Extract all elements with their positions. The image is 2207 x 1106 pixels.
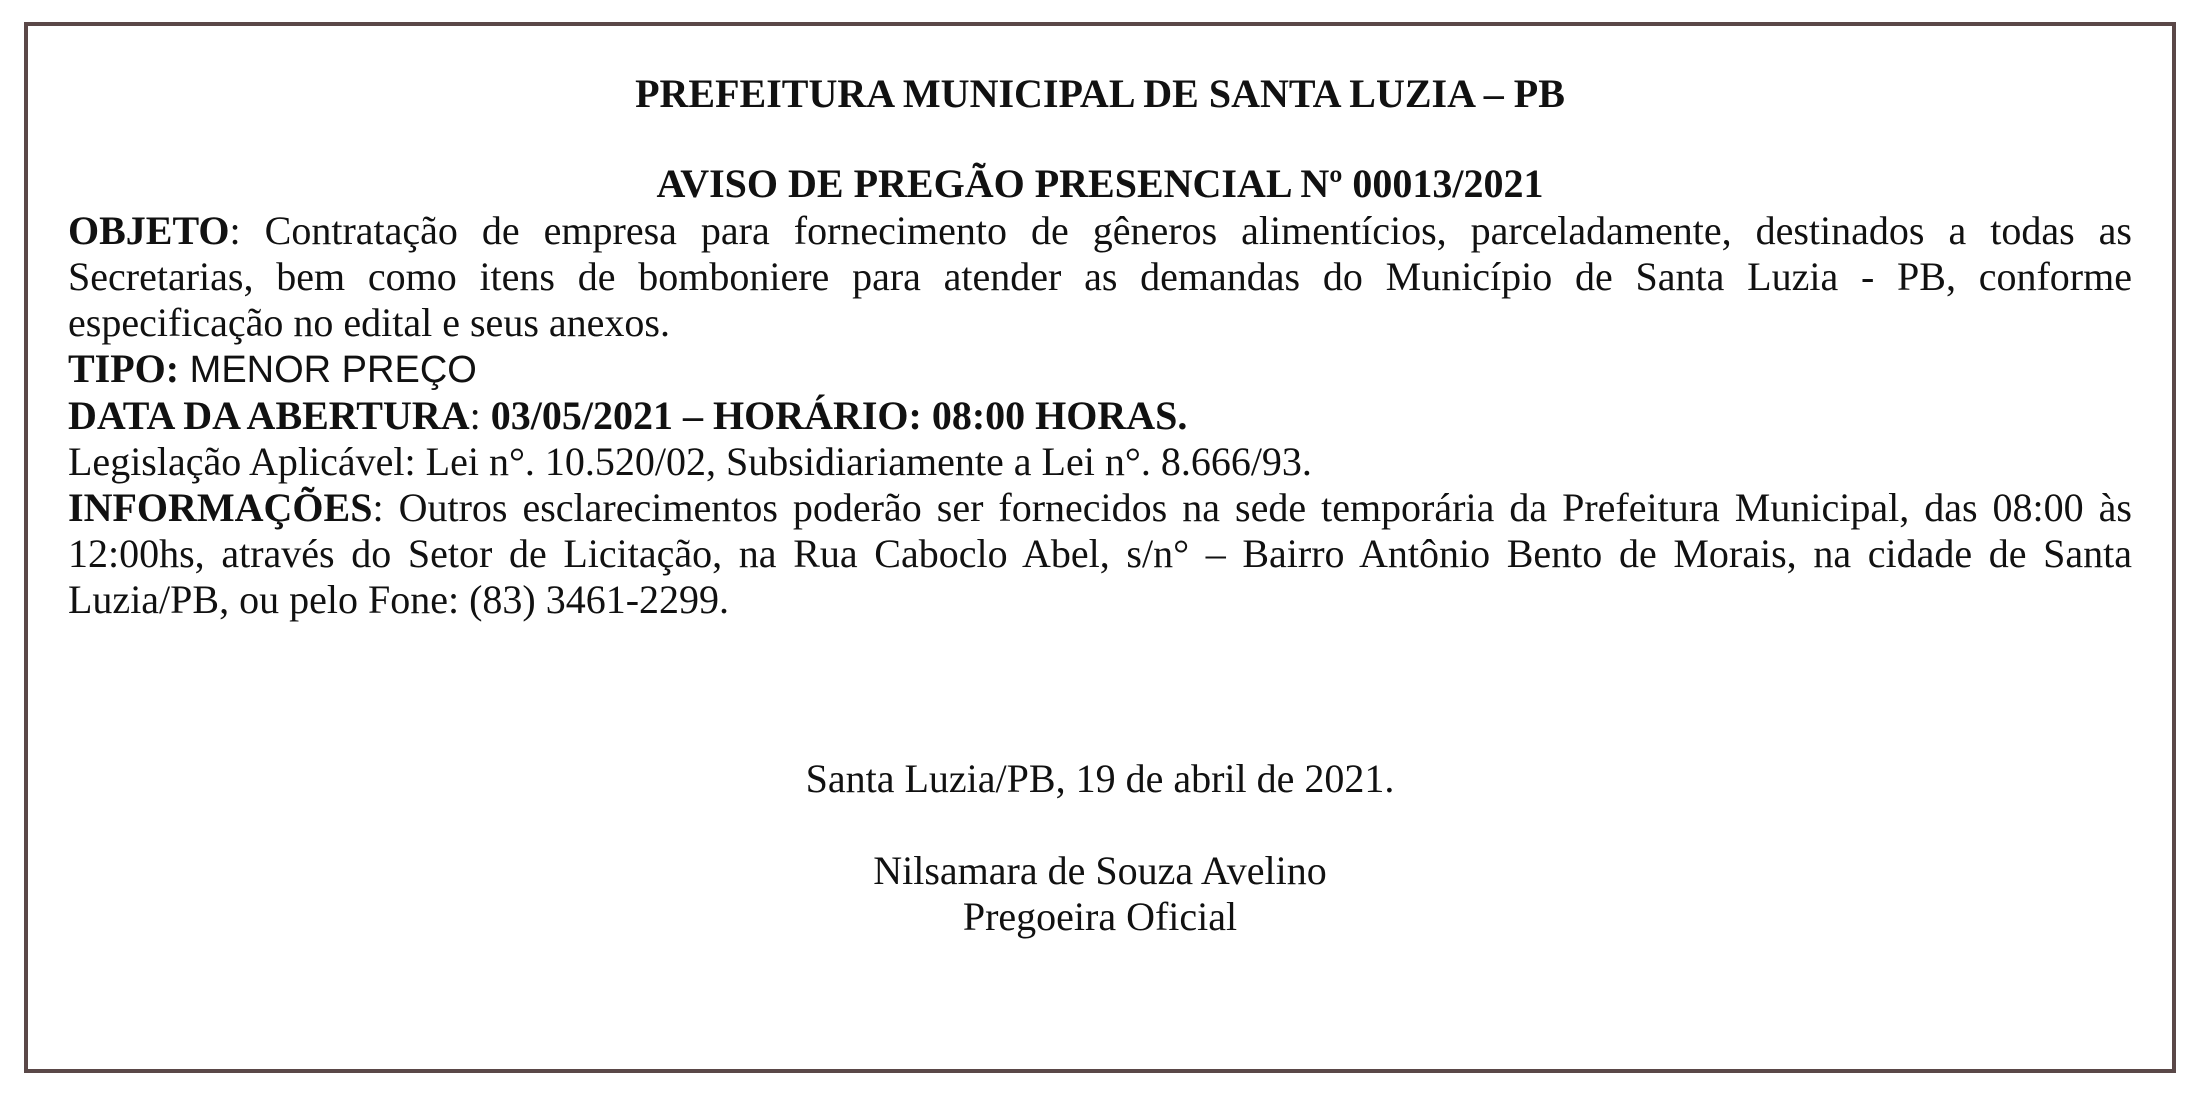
objeto-label: OBJETO <box>68 208 230 253</box>
tipo-line <box>68 346 2132 393</box>
abertura-line <box>68 393 2132 439</box>
notice-title: AVISO DE PREGÃO PRESENCIAL Nº 00013/2021 <box>656 161 1544 206</box>
objeto-paragraph <box>68 208 2132 346</box>
tipo-value: MENOR PREÇO <box>179 349 477 391</box>
document-border <box>24 22 2176 1073</box>
informacoes-text: : Outros esclarecimentos poderão ser fornecidos na sede temporária da Prefeitura Municipal, das 08:00 às 12:00hs, através do Setor de Licitação, na Rua Caboclo Abel, s/n° – Bairro Antônio Bento de Morais, na cidade de Santa Luzia/PB, ou pelo Fone: (83) 3461-2299. <box>68 485 2132 622</box>
tipo-label: TIPO: <box>68 346 180 391</box>
institution-title: PREFEITURA MUNICIPAL DE SANTA LUZIA – PB <box>635 71 1565 116</box>
abertura-separator: : <box>469 393 491 438</box>
abertura-label: DATA DA ABERTURA <box>68 393 470 438</box>
informacoes-label: INFORMAÇÕES <box>68 485 373 530</box>
legislacao-line: Legislação Aplicável: Lei n°. 10.520/02, Subsidiariamente a Lei n°. 8.666/93. <box>68 439 1312 484</box>
notice-content <box>68 70 2132 623</box>
signatory-role: Pregoeira Oficial <box>962 894 1238 939</box>
informacoes-paragraph <box>68 485 2132 623</box>
objeto-text: : Contratação de empresa para fornecimento de gêneros alimentícios, parceladamente, destinados a todas as Secretarias, bem como itens de bomboniere para atender as demandas do Município de Santa Luzia - PB, conforme especificação no edital e seus anexos. <box>68 208 2132 345</box>
place-date: Santa Luzia/PB, 19 de abril de 2021. <box>805 756 1395 801</box>
signatory-name: Nilsamara de Souza Avelino <box>873 848 1327 893</box>
abertura-value: 03/05/2021 – HORÁRIO: 08:00 HORAS. <box>490 393 1188 438</box>
